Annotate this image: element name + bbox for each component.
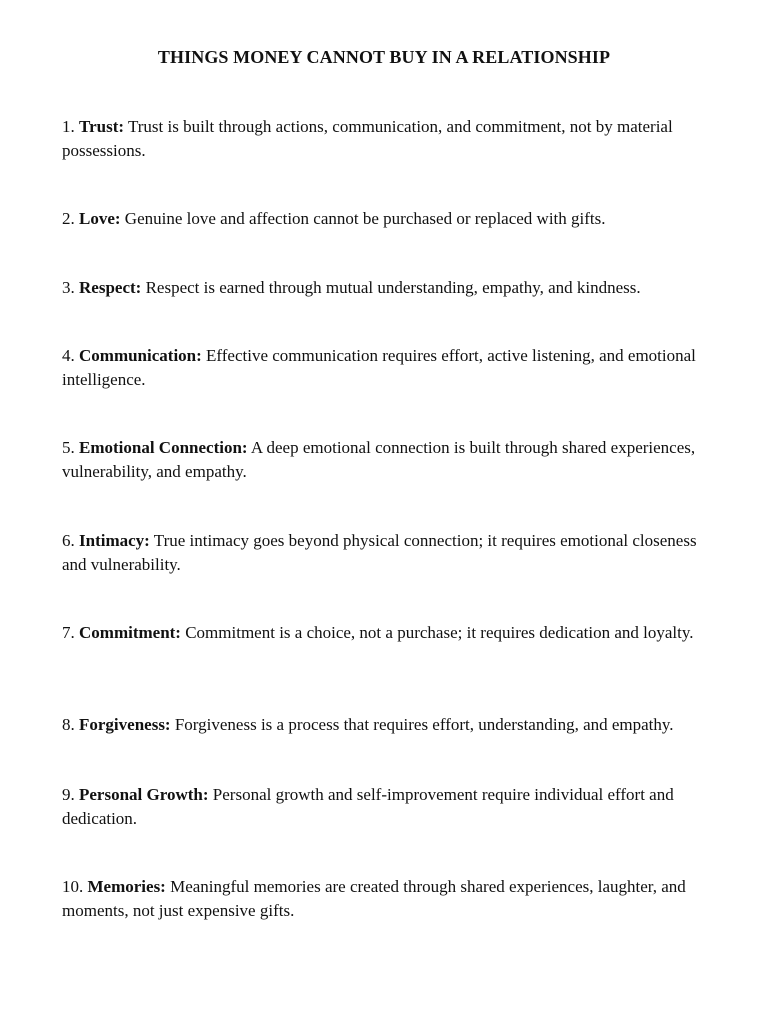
- item-term: Love:: [79, 209, 121, 228]
- item-term: Personal Growth:: [79, 785, 209, 804]
- item-text: Trust is built through actions, communication, and commitment, not by material possessions.: [62, 117, 673, 160]
- document-title: THINGS MONEY CANNOT BUY IN A RELATIONSHIP: [157, 47, 611, 67]
- item-text: Forgiveness is a process that requires effort, understanding, and empathy.: [174, 715, 674, 734]
- item-number: 6.: [62, 531, 75, 550]
- item-term: Memories:: [87, 877, 166, 896]
- item-text: Personal growth and self-improvement require individual effort and dedication.: [62, 785, 674, 828]
- item-number: 2.: [62, 209, 75, 228]
- item-text: Commitment is a choice, not a purchase; it requires dedication and loyalty.: [185, 623, 694, 642]
- item-number: 4.: [62, 346, 75, 365]
- list-item-emotional-connection: [62, 436, 706, 484]
- item-term: Commitment:: [79, 623, 181, 642]
- item-term: Emotional Connection:: [79, 438, 248, 457]
- list-item-communication: [62, 344, 706, 392]
- item-number: 10.: [62, 877, 84, 896]
- item-number: 7.: [62, 623, 75, 642]
- list-item-forgiveness: [62, 713, 706, 737]
- item-number: 5.: [62, 438, 75, 457]
- list-item-personal-growth: [62, 783, 706, 831]
- list-item-memories: [62, 875, 706, 923]
- item-text: Respect is earned through mutual understanding, empathy, and kindness.: [145, 278, 641, 297]
- item-text: Genuine love and affection cannot be purchased or replaced with gifts.: [124, 209, 606, 228]
- item-number: 1.: [62, 117, 75, 136]
- item-term: Forgiveness:: [79, 715, 171, 734]
- item-text: A deep emotional connection is built through shared experiences, vulnerability, and empathy.: [62, 438, 696, 481]
- item-term: Respect:: [79, 278, 142, 297]
- list-item-intimacy: [62, 529, 706, 577]
- item-text: Effective communication requires effort, active listening, and emotional intelligence.: [62, 346, 696, 389]
- list-item-respect: [62, 276, 706, 300]
- item-number: 9.: [62, 785, 75, 804]
- item-term: Trust:: [79, 117, 125, 136]
- list-item-trust: [62, 115, 706, 163]
- item-term: Intimacy:: [79, 531, 150, 550]
- item-number: 8.: [62, 715, 75, 734]
- item-number: 3.: [62, 278, 75, 297]
- list-item-love: [62, 207, 706, 231]
- item-text: Meaningful memories are created through shared experiences, laughter, and moments, not just expensive gifts.: [62, 877, 686, 920]
- item-term: Communication:: [79, 346, 202, 365]
- list-item-commitment: [62, 621, 706, 645]
- item-text: True intimacy goes beyond physical connection; it requires emotional closeness and vulnerability.: [62, 531, 697, 574]
